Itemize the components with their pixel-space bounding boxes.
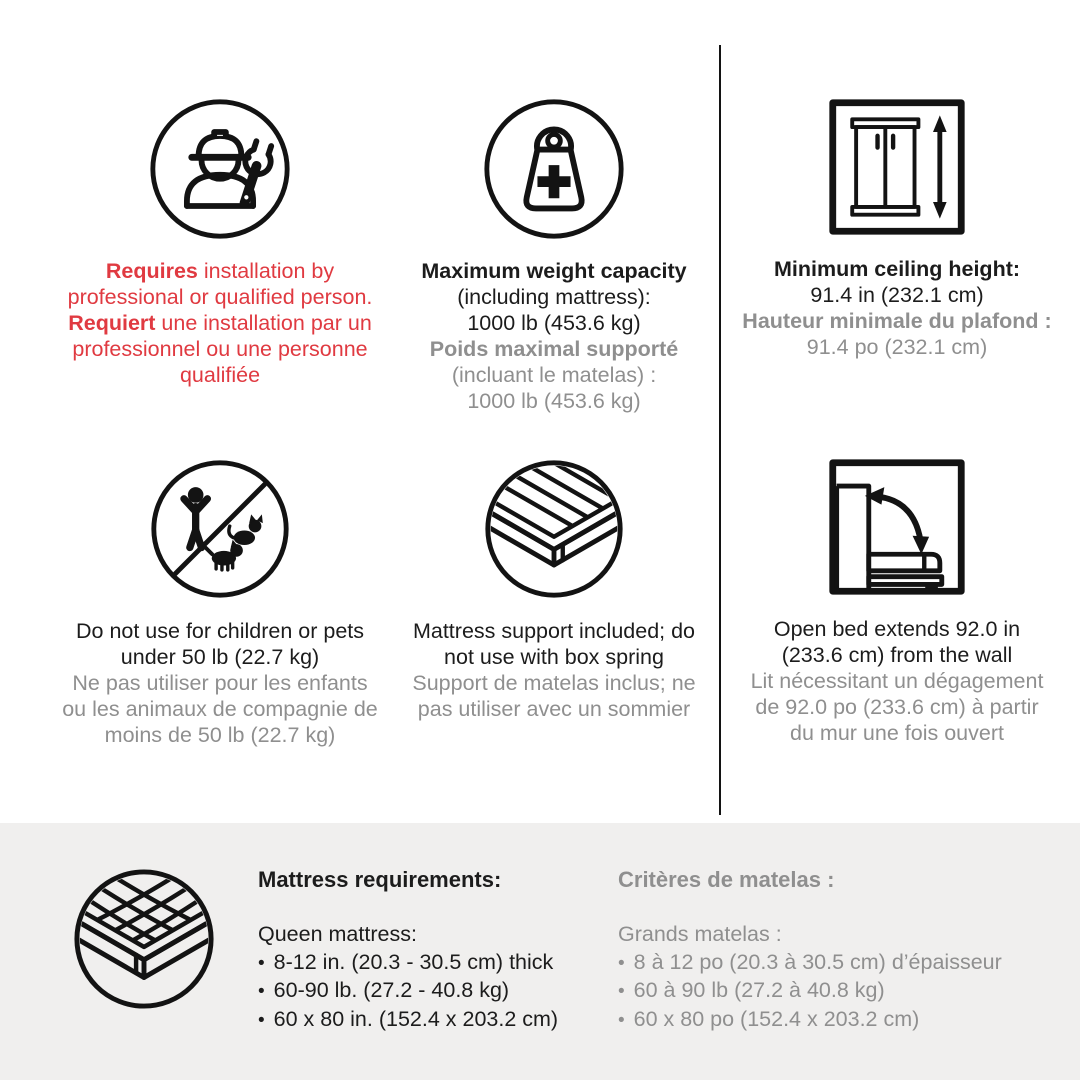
support-fr-line2: pas utiliser avec un sommier — [417, 697, 691, 721]
section-ceiling-height — [738, 93, 1056, 360]
en-bullet-thickness: • 8-12 in. (20.3 - 30.5 cm) thick — [258, 949, 598, 978]
fr-bullet-thickness: • 8 à 12 po (20.3 à 30.5 cm) d’épaisseur — [618, 949, 1068, 978]
slatted-mattress-support-icon — [396, 455, 712, 603]
fr-bullet-weight: • 60 à 90 lb (27.2 à 40.8 kg) — [618, 977, 1068, 1006]
installation-en-line2: professional or qualified person. — [67, 285, 373, 309]
max-weight-en-line3: 1000 lb (453.6 kg) — [467, 311, 641, 335]
no-children-pets-icon — [44, 455, 396, 603]
installation-fr-line2: professionnel ou une personne — [72, 337, 368, 361]
no-children-pets-text — [44, 618, 396, 748]
ceiling-fr-title: Hauteur minimale du plafond : — [742, 309, 1052, 333]
max-weight-text — [396, 258, 712, 414]
installation-fr-line3: qualifiée — [179, 363, 261, 387]
max-weight-en-line2: (including mattress): — [457, 285, 651, 309]
mattress-requirements-title-en: Mattress requirements: — [258, 867, 502, 892]
max-weight-en-title: Maximum weight capacity — [421, 259, 687, 283]
ceiling-height-text — [738, 256, 1056, 360]
tufted-mattress-icon — [70, 865, 218, 1013]
installation-text — [44, 258, 396, 388]
mattress-requirements-fr — [618, 868, 1068, 1034]
open-bed-text — [738, 616, 1056, 746]
installation-fr-line1: Requiert une installation par un — [68, 311, 372, 335]
support-fr-line1: Support de matelas inclus; ne — [412, 671, 696, 695]
open-bed-fr-line2: de 92.0 po (233.6 cm) à partir — [755, 695, 1039, 719]
open-bed-fr-line1: Lit nécessitant un dégagement — [750, 669, 1044, 693]
section-max-weight — [396, 95, 712, 414]
bullet-dot: • — [258, 952, 265, 974]
support-en-line1: Mattress support included; do — [412, 619, 696, 643]
fr-bullet-size: • 60 x 80 po (152.4 x 203.2 cm) — [618, 1006, 1068, 1035]
queen-mattress-label: Queen mattress: — [258, 922, 417, 946]
weight-plus-icon — [396, 95, 712, 243]
section-mattress-support — [396, 455, 712, 722]
max-weight-fr-line2: (incluant le matelas) : — [451, 363, 657, 387]
ceiling-en-line2: 91.4 in (232.1 cm) — [810, 283, 984, 307]
section-no-children-pets — [44, 455, 396, 748]
ceiling-en-title: Minimum ceiling height: — [773, 257, 1021, 281]
mattress-requirements-panel — [0, 823, 1080, 1080]
vertical-divider — [719, 45, 721, 815]
bullet-dot: • — [258, 1009, 265, 1031]
worker-hardhat-wrench-icon — [44, 95, 396, 243]
cabinet-height-arrow-icon — [738, 93, 1056, 241]
max-weight-fr-line3: 1000 lb (453.6 kg) — [467, 389, 641, 413]
section-open-bed — [738, 453, 1056, 746]
en-bullet-size: • 60 x 80 in. (152.4 x 203.2 cm) — [258, 1006, 598, 1035]
bullet-dot: • — [618, 981, 625, 1002]
wall-bed-opening-icon — [738, 453, 1056, 601]
support-en-line2: not use with box spring — [444, 645, 664, 669]
bullet-dot: • — [618, 952, 625, 974]
grands-matelas-label: Grands matelas : — [618, 922, 782, 946]
bullet-dot: • — [618, 1009, 625, 1031]
section-installation — [44, 95, 396, 388]
open-bed-en-line1: Open bed extends 92.0 in — [773, 617, 1021, 641]
children-fr-line3: moins de 50 lb (22.7 kg) — [104, 723, 336, 747]
mattress-support-text — [396, 618, 712, 722]
children-fr-line1: Ne pas utiliser pour les enfants — [72, 671, 368, 695]
open-bed-en-line2: (233.6 cm) from the wall — [781, 643, 1013, 667]
children-fr-line2: ou les animaux de compagnie de — [62, 697, 378, 721]
max-weight-fr-title: Poids maximal supporté — [429, 337, 679, 361]
bullet-dot: • — [258, 981, 265, 1002]
installation-en-line1: Requires installation by — [105, 259, 335, 283]
en-bullet-weight: • 60-90 lb. (27.2 - 40.8 kg) — [258, 977, 598, 1006]
children-en-line1: Do not use for children or pets — [75, 619, 364, 643]
ceiling-fr-line2: 91.4 po (232.1 cm) — [806, 335, 988, 359]
open-bed-fr-line3: du mur une fois ouvert — [790, 721, 1004, 745]
children-en-line2: under 50 lb (22.7 kg) — [120, 645, 320, 669]
mattress-requirements-title-fr: Critères de matelas : — [618, 867, 835, 892]
mattress-requirements-en — [258, 868, 598, 1034]
